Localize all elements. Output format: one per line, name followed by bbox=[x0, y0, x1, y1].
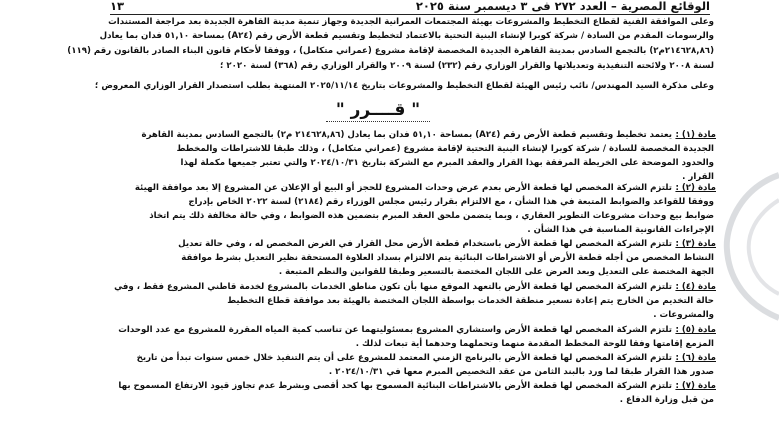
article-line: الجهة المختصة على التعديل وبعد العرض على اللجان المختصة بالتسعير وطبقا للقوانين والنظم المتبعة . bbox=[278, 267, 714, 277]
article-line: تلتزم الشركة المخصص لها قطعة الأرض بعدم عرض وحدات المشروع للحجز أو البيع أو الإعلان عن المشروع إلا بعد موافقة الهيئة bbox=[134, 183, 672, 193]
article-line: تلتزم الشركة المخصص لها قطعة الأرض واستشاري المشروع بمسئوليتهما عن تناسب كمية المياه المقررة للمشروع مع عدد الوحدات bbox=[118, 325, 672, 335]
preamble-line: وعلى الموافقة الفنية لقطاع التخطيط والمشروعات بهيئة المجتمعات العمرانية الجديدة وجهاز تنمية مدينة القاهرة الجديدة بعد مراجعة المستندات bbox=[108, 17, 714, 27]
seal-watermark bbox=[717, 170, 779, 320]
article-label: مادة (٣) : bbox=[675, 239, 716, 249]
running-title: الوقائع المصرية – العدد ٢٧٢ فى ٣ ديسمبر سنة ٢٠٢٥ bbox=[415, 0, 710, 13]
article-line: القرار . bbox=[682, 172, 714, 182]
article-label: مادة (٥) : bbox=[675, 325, 716, 335]
article-line: من قبل وزارة الدفاع . bbox=[619, 395, 714, 405]
preamble-line: والرسومات المقدم من السادة / شركة كوبرا لإنشاء البنية التحتية بالاعتماد لتخطيط وتقسيم قطعة الأرض رقم (A٢٤) بمساحة ٥١,١٠ فدان بما يعادل bbox=[99, 31, 714, 41]
article-line: ووفقا للقواعد والضوابط المتبعة في هذا الشأن ، مع الالتزام بقرار رئيس مجلس الوزراء رقم (٢١٨٤) لسنة ٢٠٢٢ الخاص بإدراج bbox=[188, 197, 714, 207]
article-line: يعتمد تخطيط وتقسيم قطعة الأرض رقم (A٢٤) بمساحة ٥١,١٠ فدان بما يعادل (٢١٤٦٢٨,٨٦ م٢) بالتجمع السادس بمدينة القاهرة bbox=[141, 130, 672, 140]
article-line: ضوابط بيع وحدات مشروعات التطوير العقاري ، وبما يتضمن ملحق العقد المبرم بتضمين هذه الضوابط ، وفي حالة مخالفة ذلك يتم اتخاذ bbox=[149, 211, 714, 221]
article-line: الإجراءات القانونية المناسبة في هذا الشأن . bbox=[527, 225, 714, 235]
article-label: مادة (٢) : bbox=[675, 183, 716, 193]
article-line: المزمع إقامتها وفقا للوحة المخطط المقدمة منهما وتحملهما وحدهما أية تبعات لذلك . bbox=[355, 339, 714, 349]
article-line: والمشروعات . bbox=[653, 310, 714, 320]
preamble-line: لسنة ٢٠٠٨ ولائحته التنفيذية وتعديلاتها والقرار الوزاري رقم (٢٣٢) لسنة ٢٠٠٩ والقرار الوزاري رقم (٣٦٨) لسنة ٢٠٢٠ ؛ bbox=[219, 61, 714, 71]
decree-title: " قــــرر " bbox=[335, 100, 421, 120]
title-underline bbox=[326, 121, 430, 122]
article-line: تلتزم الشركة المخصص لها قطعة الأرض بالاشتراطات البنائية المسموح بها كحد أقصى وبشرط عدم تجاوز قيود الارتفاع المسموح بها bbox=[118, 381, 672, 391]
article-label: مادة (٤) : bbox=[675, 282, 716, 292]
article-label: مادة (١) : bbox=[675, 130, 716, 140]
page-number: ١٣ bbox=[110, 0, 125, 13]
article-line: النشاط المخصص من أجله قطعة الأرض أو الاشتراطات البنائية يتم الالتزام بسداد العلاوة المستحقة نظير التعديل بشرط موافقة bbox=[181, 253, 714, 263]
preamble-line: وعلى مذكرة السيد المهندس/ نائب رئيس الهيئة لقطاع التخطيط والمشروعات بتاريخ ٢٠٢٥/١١/١٤ المنتهية بطلب استصدار القرار الوزاري المعروض ؛ bbox=[94, 81, 714, 91]
article-line: تلتزم الشركة المخصص لها قطعة الأرض بالتعهد الموقع منها بأن تكون مناطق الخدمات بالمشروع لخدمة قاطني المشروع فقط ، وفي bbox=[114, 282, 672, 292]
article-label: مادة (٧) : bbox=[675, 381, 716, 391]
article-line: صدور هذا القرار طبقا لما ورد بالبند الثامن من عقد التخصيص المبرم معها في ٢٠٢٤/١٠/٣١ . bbox=[328, 367, 714, 377]
preamble-line: (٢١٤٦٢٨,٨٦م٢) بالتجمع السادس بمدينة القاهرة الجديدة المخصصة لإقامة مشروع (عمراني متكامل) ، ووفقا لأحكام قانون البناء الصادر بالقانون رقم (١١٩) bbox=[67, 46, 714, 56]
article-line: حالة التخديم من الخارج يتم إعادة تسعير منطقة الخدمات بواسطة اللجان المختصة بالهيئة بعد موافقة قطاع التخطيط bbox=[227, 296, 714, 306]
article-label: مادة (٦) : bbox=[675, 353, 716, 363]
article-line: الجديدة المخصصة للسادة / شركة كوبرا لإنشاء البنية التحتية لإقامة مشروع (عمراني متكامل) ، وذلك طبقا للاشتراطات والمخطط bbox=[176, 144, 714, 154]
article-line: والحدود الموضحة على الخريطة المرفقة بهذا القرار والعقد المبرم مع الشركة بتاريخ ٢٠٢٤/١٠/٣١ والتي تعتبر جميعها مكملة لهذا bbox=[180, 158, 714, 168]
running-header bbox=[110, 0, 710, 15]
article-line: تلتزم الشركة المخصص لها قطعة الأرض بالبرنامج الزمني المعتمد للمشروع على أن يتم التنفيذ خلال خمس سنوات تبدأ من تاريخ bbox=[136, 353, 672, 363]
article-line: تلتزم الشركة المخصص لها قطعة الأرض باستخدام قطعة الأرض محل القرار في الغرض المخصص له ، وفي حالة تعديل bbox=[178, 239, 672, 249]
